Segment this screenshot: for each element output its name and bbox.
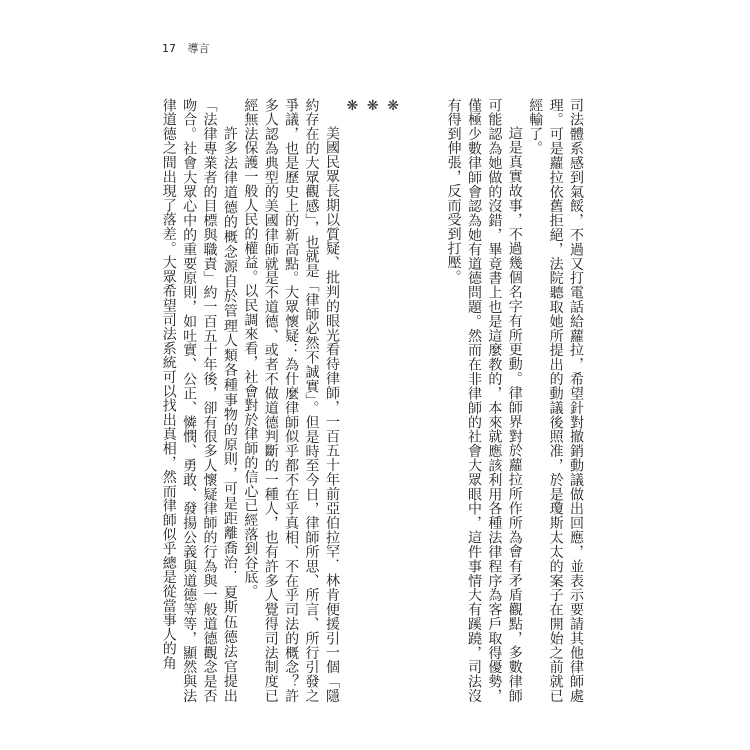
section-title: 導言: [187, 42, 210, 55]
body-text: [160, 98, 586, 703]
paragraph-4: 許多法律道德的概念源自於管理人類各種事物的原則，可是距離喬治．夏斯伍德法官提出「法律專業者的目標與職責」約一百五十年後，卻有很多人懷疑律師的行為與一般道德觀念是否吻合。社會大眾心中的重要原則，如吐實、公正、憐憫、勇敢、發揚公義與道德等等，顯然與法律道德之間出現了落差。大眾希望司法系統可以找出真相，然而律師似乎總是從當事人的角: [160, 98, 238, 703]
paragraph-3: 美國民眾長期以質疑、批判的眼光看待律師，一百五十年前亞伯拉罕．林肯便援引一個「隱約存在的大眾觀感」，也就是「律師必然不誠實」。但是時至今日，律師所思、所言、所行引發之爭議，也是歷史上的新高點。大眾懷疑：為什麼律師似乎都不在乎真相、不在乎司法的概念？許多人認為典型的美國律師就是不道德、或者不做道德判斷的一種人，也有許多人覺得司法制度已經無法保護一般人民的權益。以民調來看，社會對於律師的信心已經落到谷底。: [242, 98, 340, 703]
divider-ornament-icon: ❋: [344, 98, 361, 304]
running-header: [162, 40, 210, 56]
divider-ornament-icon: ❋: [364, 98, 381, 304]
paragraph-2: 這是真實故事，不過幾個名字有所更動。律師界對於蘿拉所作所為會有矛盾觀點，多數律師可能認為她做的沒錯，畢竟書上也是這麼教的，本來就應該利用各種法律程序為客戶取得優勢，僅極少數律師會認為她有道德問題。然而在非律師的社會大眾眼中，這件事情大有蹊蹺，司法沒有得到伸張，反而受到打壓。: [445, 98, 523, 703]
paragraph-1-continuation: 司法體系感到氣餒，不過又打電話給蘿拉，希望針對撤銷動議做出回應，並表示要請其他律師處理。可是蘿拉依舊拒絕，法院聽取她所提出的動議後照准，於是瓊斯太太的案子在開始之前就已經輸了。: [527, 98, 584, 703]
section-divider: [342, 98, 443, 703]
divider-ornament-icon: ❋: [385, 98, 402, 304]
page-number: 17: [162, 42, 176, 55]
